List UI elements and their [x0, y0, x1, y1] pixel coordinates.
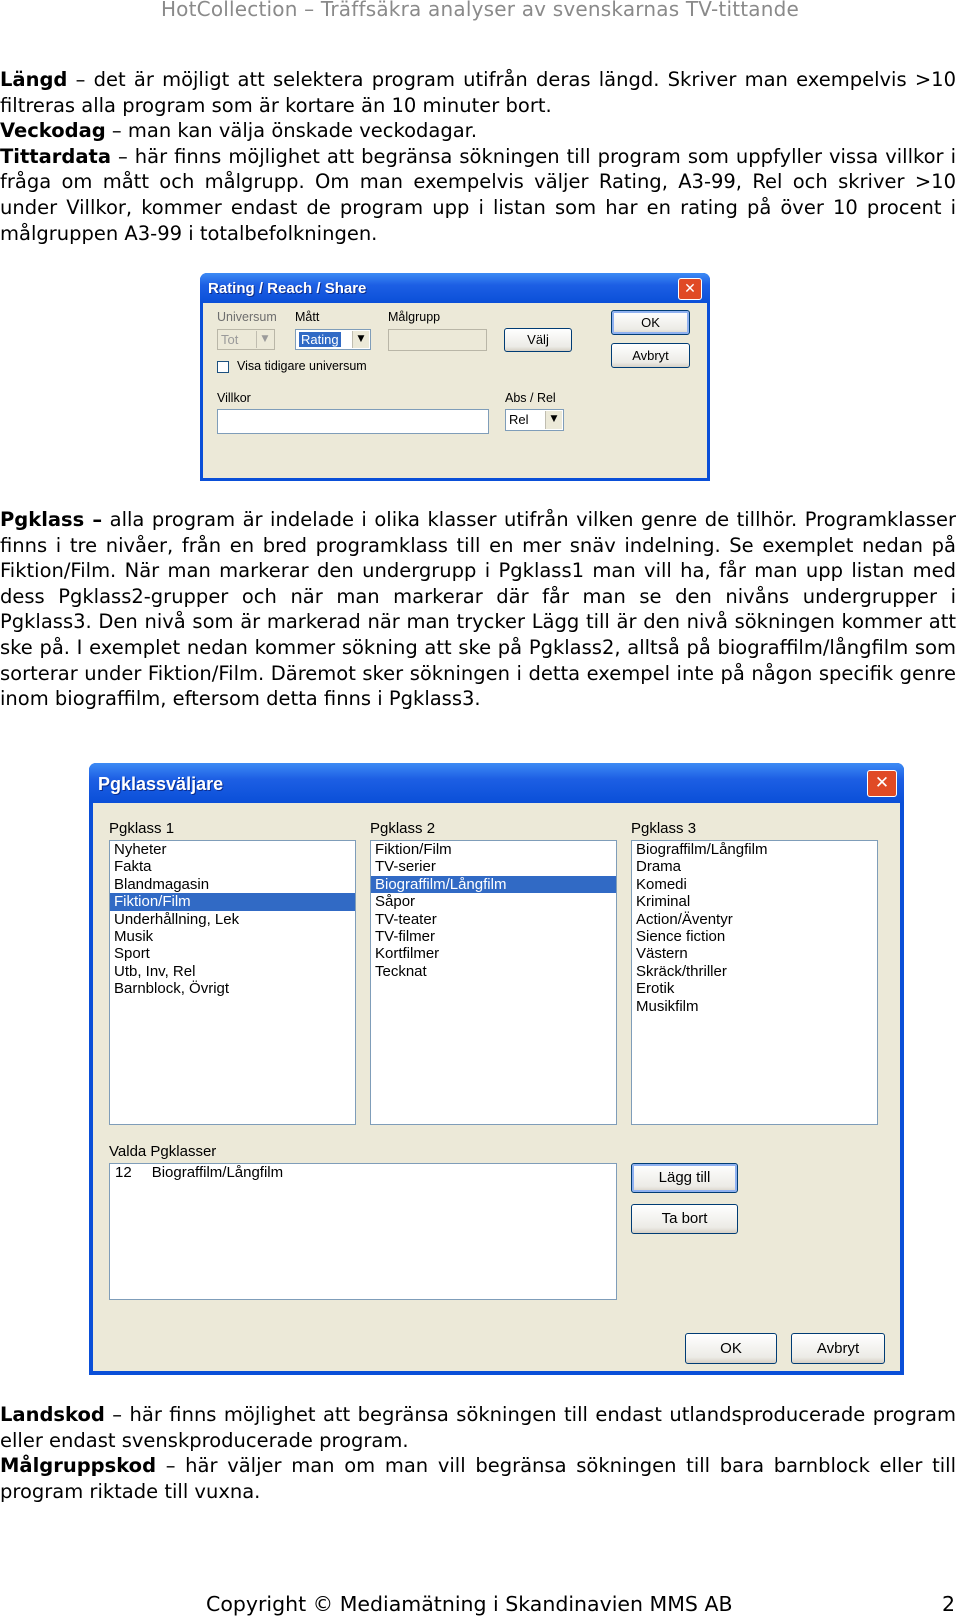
desc-landskod: – här finns möjlighet att begränsa sökningen till endast utlandsproducerade program eller endast svenskproducerade program.	[0, 1403, 956, 1452]
absrel-combo[interactable]	[505, 409, 564, 431]
list-item[interactable]: Nyheter	[114, 841, 167, 858]
visa-tidigare-checkbox[interactable]	[217, 361, 229, 373]
close-icon[interactable]: ✕	[678, 278, 702, 300]
term-landskod: Landskod	[0, 1403, 105, 1426]
pgklass2-label: Pgklass 2	[370, 820, 436, 837]
list-item[interactable]: Action/Äventyr	[636, 910, 733, 928]
valda-pgklasser-list[interactable]	[109, 1163, 617, 1300]
close-icon[interactable]: ✕	[867, 770, 897, 797]
valda-name: Biograffilm/Långfilm	[151, 1164, 284, 1181]
list-item[interactable]: Såpor	[375, 893, 416, 911]
malgrupp-label: Målgrupp	[388, 310, 441, 324]
list-item[interactable]: Kriminal	[636, 893, 691, 911]
desc-pgklass: alla program är indelade i olika klasser utifrån vilken genre de tillhör. Programklasser finns i tre nivåer, från en bred programklass till en mer snäv indelning. Se exemplet nedan på Fiktion/Film. När man markerar den undergrupp i Pgklass1 man vill ha, får man upp listan med dess Pgklass2-grupper och när man markerar där får man se den nivåns undergrupper i Pgklass3. Den nivå som är markerad när man trycker Lägg till är den nivå sökningen kommer att ske på. I exemplet nedan kommer sökning att ske på Pgklass2, alltså på biograffilm/långfilm som sorterar under Fiktion/Film. Däremot sker sökningen i detta exempel inte på någon specifik genre inom biograffilm, eftersom detta finns i Pgklass3.	[0, 508, 956, 711]
dialog-title: Rating / Reach / Share	[208, 280, 367, 297]
list-item[interactable]: Fakta	[114, 858, 152, 876]
villkor-input[interactable]	[217, 409, 489, 434]
matt-combo[interactable]	[295, 329, 371, 350]
visa-tidigare-label: Visa tidigare universum	[237, 359, 367, 373]
matt-label: Mått	[295, 310, 320, 324]
list-item[interactable]: Västern	[636, 945, 688, 963]
pgklass3-list[interactable]	[631, 840, 878, 1125]
term-langd: Längd	[0, 68, 68, 91]
list-item[interactable]: Biograffilm/Långfilm	[636, 841, 768, 858]
list-item[interactable]: Komedi	[636, 875, 687, 893]
list-item[interactable]: Fiktion/Film	[110, 893, 355, 910]
ok-button[interactable]: OK	[685, 1333, 777, 1364]
list-item[interactable]: Musikfilm	[636, 997, 699, 1015]
universum-combo[interactable]	[217, 329, 275, 350]
valda-code: 12	[115, 1164, 132, 1181]
pgklass2-list[interactable]	[370, 840, 617, 1125]
pgklass1-list[interactable]	[109, 840, 356, 1125]
desc-veckodag: – man kan välja önskade veckodagar.	[105, 119, 478, 143]
dialog-client-area	[93, 803, 900, 1371]
list-item[interactable]: Blandmagasin	[114, 875, 210, 893]
chevron-down-icon[interactable]: ▼	[352, 331, 369, 348]
dialog-title: Pgklassväljare	[98, 774, 224, 794]
text-block-intro	[0, 67, 956, 246]
pgklass1-label: Pgklass 1	[109, 820, 175, 837]
term-pgklass: Pgklass –	[0, 508, 103, 531]
term-tittardata: Tittardata	[0, 144, 112, 168]
footer-copyright: Copyright © Mediamätning i Skandinavien MMS AB	[206, 1592, 733, 1616]
text-block-pgklass	[0, 507, 956, 712]
dialog-client-area	[203, 303, 707, 478]
avbryt-button[interactable]: Avbryt	[611, 343, 690, 368]
list-item[interactable]: Utb, Inv, Rel	[114, 962, 196, 980]
universum-label: Universum	[217, 310, 277, 324]
list-item[interactable]: Fiktion/Film	[375, 841, 452, 858]
list-item[interactable]: TV-filmer	[375, 927, 435, 945]
list-item[interactable]: Kortfilmer	[375, 945, 440, 963]
list-item[interactable]: Drama	[636, 858, 682, 876]
absrel-value: Rel	[509, 412, 529, 427]
universum-value: Tot	[221, 332, 239, 347]
list-item[interactable]: Sport	[114, 945, 150, 963]
chevron-down-icon[interactable]: ▼	[256, 331, 273, 348]
running-header: HotCollection – Träffsäkra analyser av svenskarnas TV-tittande	[160, 0, 800, 21]
villkor-label: Villkor	[217, 391, 251, 405]
term-veckodag: Veckodag	[0, 119, 106, 143]
list-item[interactable]: Biograffilm/Långfilm	[371, 876, 616, 893]
list-item[interactable]: Barnblock, Övrigt	[114, 980, 230, 998]
chevron-down-icon[interactable]: ▼	[545, 411, 562, 429]
rating-reach-share-dialog	[200, 273, 710, 481]
list-item[interactable]: TV-serier	[375, 858, 436, 876]
list-item[interactable]: Sience fiction	[636, 927, 726, 945]
pgklass3-label: Pgklass 3	[631, 820, 697, 837]
valj-button[interactable]: Välj	[504, 328, 572, 352]
desc-tittardata: – här finns möjlighet att begränsa sökningen till program som uppfyller vissa villkor i fråga om mått och målgrupp. Om man exempelvis väljer Rating, A3-99, Rel och skriver >10 under Villkor, kommer endast de program upp i listan som har en rating på över 10 procent i målgruppen A3-99 i totalbefolkningen.	[0, 144, 956, 245]
desc-langd: – det är möjligt att selektera program utifrån deras längd. Skriver man exempelvis >10 filtreras alla program som är kortare än 10 minuter bort.	[0, 68, 956, 117]
lagg-till-button[interactable]: Lägg till	[631, 1163, 738, 1193]
term-malgruppskod: Målgruppskod	[0, 1454, 157, 1478]
list-item[interactable]: Underhållning, Lek	[114, 910, 240, 928]
list-item[interactable]: Skräck/thriller	[636, 962, 727, 980]
list-item[interactable]: TV-teater	[375, 910, 437, 928]
desc-malgruppskod: – här väljer man om man vill begränsa sökningen till bara barnblock eller till program riktade till vuxna.	[0, 1454, 956, 1503]
valda-label: Valda Pgklasser	[109, 1143, 217, 1160]
avbryt-button[interactable]: Avbryt	[791, 1333, 885, 1364]
list-item[interactable]: Tecknat	[375, 962, 427, 980]
ok-button[interactable]: OK	[611, 310, 690, 335]
page-number: 2	[942, 1592, 956, 1616]
matt-value: Rating	[301, 332, 339, 347]
pgklassvaljare-dialog	[89, 763, 904, 1375]
list-item[interactable]: Musik	[114, 927, 154, 945]
malgrupp-field[interactable]	[388, 329, 487, 351]
text-block-landskod	[0, 1402, 956, 1504]
list-item[interactable]: Erotik	[636, 980, 675, 998]
list-item[interactable]	[110, 1164, 616, 1181]
ta-bort-button[interactable]: Ta bort	[631, 1204, 738, 1234]
absrel-label: Abs / Rel	[505, 391, 556, 405]
